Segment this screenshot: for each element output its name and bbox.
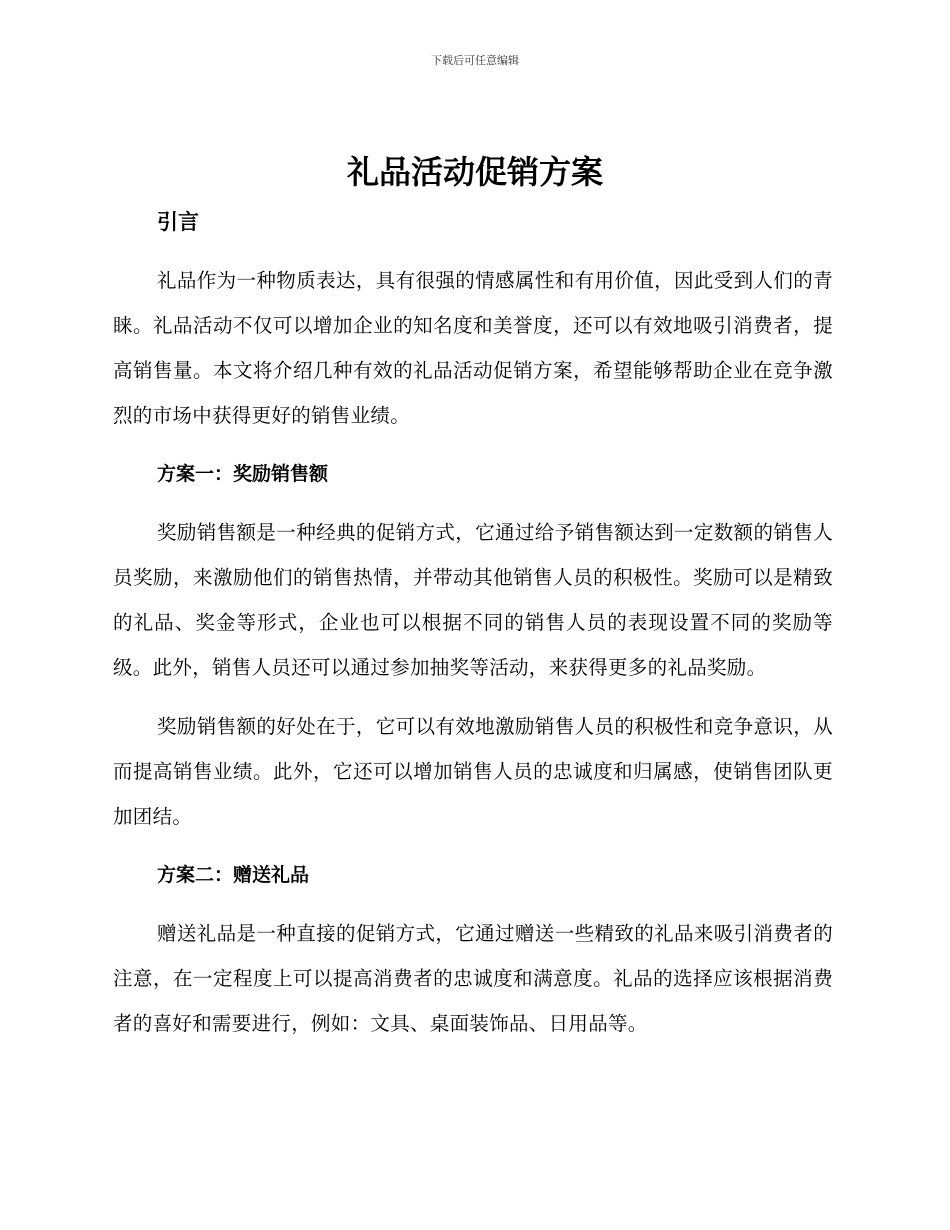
document-body (113, 200, 833, 1046)
plan1-paragraph-1: 奖励销售额是一种经典的促销方式，它通过给予销售额达到一定数额的销售人员奖励，来激励他们的销售热情，并带动其他销售人员的积极性。奖励可以是精致的礼品、奖金等形式，企业也可以根据不同的销售人员的表现设置不同的奖励等级。此外，销售人员还可以通过参加抽奖等活动，来获得更多的礼品奖励。 (113, 521, 833, 679)
plan2-paragraph-1: 赠送礼品是一种直接的促销方式，它通过赠送一些精致的礼品来吸引消费者的注意，在一定程度上可以提高消费者的忠诚度和满意度。礼品的选择应该根据消费者的喜好和需要进行，例如：文具、桌面装饰品、日用品等。 (113, 922, 833, 1035)
plan2-heading: 方案二：赠送礼品 (157, 864, 310, 886)
header-note: 下载后可任意编辑 (431, 54, 519, 67)
intro-paragraph: 礼品作为一种物质表达，具有很强的情感属性和有用价值，因此受到人们的青睐。礼品活动不仅可以增加企业的知名度和美誉度，还可以有效地吸引消费者，提高销售量。本文将介绍几种有效的礼品活动促销方案，希望能够帮助企业在竞争激烈的市场中获得更好的销售业绩。 (113, 269, 833, 427)
intro-heading: 引言 (157, 210, 199, 234)
document-title: 礼品活动促销方案 (346, 153, 603, 191)
plan1-heading: 方案一：奖励销售额 (157, 463, 329, 485)
plan1-paragraph-2: 奖励销售额的好处在于，它可以有效地激励销售人员的积极性和竞争意识，从而提高销售业绩。此外，它还可以增加销售人员的忠诚度和归属感，使销售团队更加团结。 (113, 715, 833, 828)
